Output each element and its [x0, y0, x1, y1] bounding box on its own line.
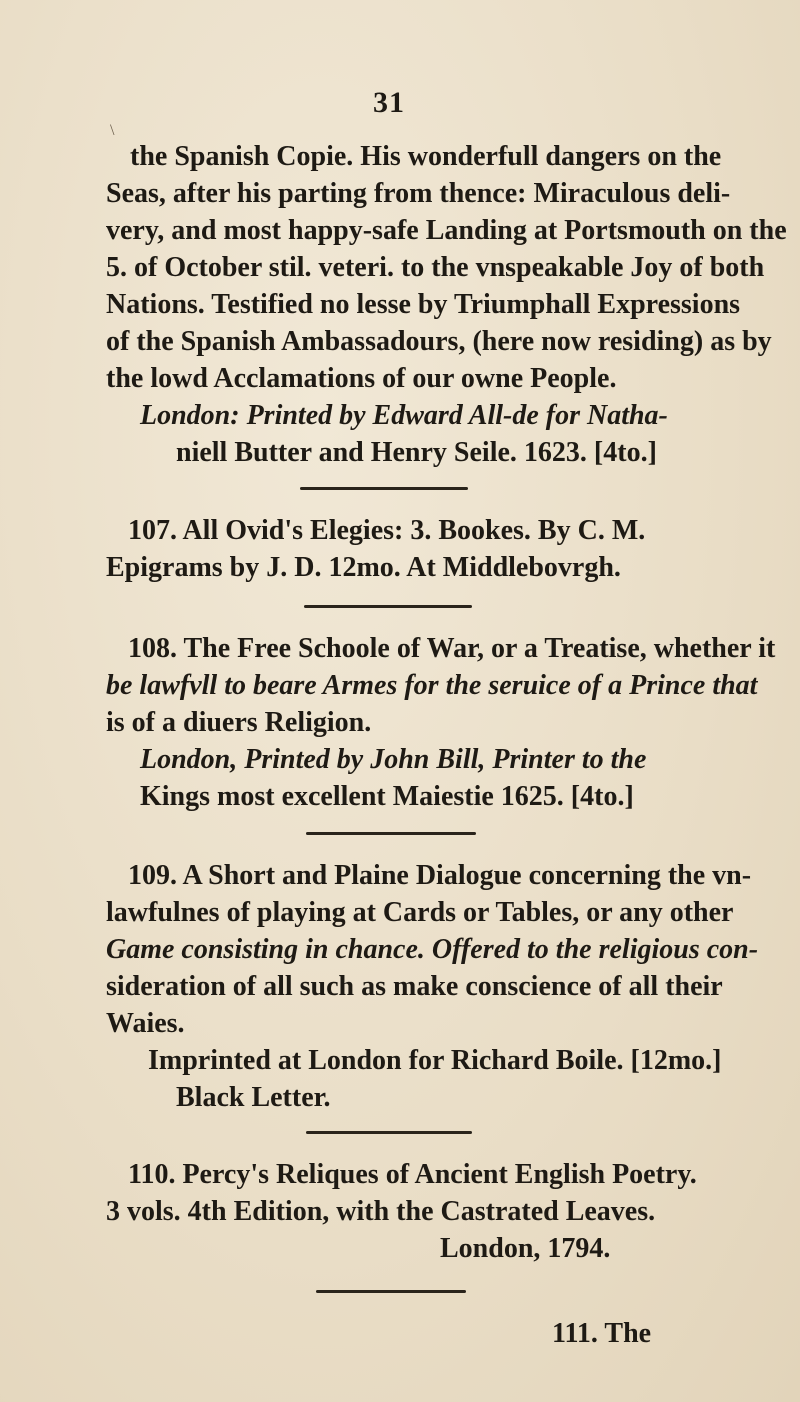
- entry-108-line: 108. The Free Schoole of War, or a Treatise, whether it: [128, 633, 776, 664]
- section-divider: [316, 1290, 466, 1293]
- entry-110-imprint-line: London, 1794.: [440, 1233, 611, 1264]
- entry-109-line: sideration of all such as make conscience of all their: [106, 971, 723, 1002]
- entry-106-line: very, and most happy-safe Landing at Portsmouth on the: [106, 215, 787, 246]
- entry-111-start: 111. The: [552, 1318, 652, 1349]
- entry-106-line: the lowd Acclamations of our owne People.: [106, 363, 617, 394]
- page-number: 31: [373, 86, 405, 119]
- entry-109-line: lawfulnes of playing at Cards or Tables, or any other: [106, 897, 734, 928]
- entry-106-line: Nations. Testified no lesse by Triumphall Expressions: [106, 289, 741, 320]
- entry-109-line: 109. A Short and Plaine Dialogue concerning the vn-: [128, 860, 752, 891]
- entry-106-line: Seas, after his parting from thence: Miraculous deli-: [106, 178, 731, 209]
- entry-108-line: be lawfvll to beare Armes for the seruice of a Prince that: [106, 670, 758, 701]
- entry-106-imprint-line: London: Printed by Edward All-de for Natha-: [140, 400, 668, 431]
- entry-109-line: Waies.: [106, 1008, 185, 1039]
- entry-109-imprint-line: Imprinted at London for Richard Boile. [12mo.]: [148, 1045, 722, 1076]
- entry-109-imprint-line: Black Letter.: [176, 1082, 331, 1113]
- entry-106-line: 5. of October stil. veteri. to the vnspeakable Joy of both: [106, 252, 765, 283]
- entry-108-imprint-line: London, Printed by John Bill, Printer to the: [140, 744, 647, 775]
- section-divider: [300, 487, 468, 490]
- entry-108-imprint-line: Kings most excellent Maiestie 1625. [4to.]: [140, 781, 634, 812]
- entry-107-line: 107. All Ovid's Elegies: 3. Bookes. By C. M.: [128, 515, 646, 546]
- section-divider: [306, 1131, 472, 1134]
- section-divider: [306, 832, 476, 835]
- entry-109-line: Game consisting in chance. Offered to the religious con-: [106, 934, 759, 965]
- margin-mark: \: [110, 122, 115, 139]
- entry-106-imprint-line: niell Butter and Henry Seile. 1623. [4to.]: [176, 437, 657, 468]
- section-divider: [304, 605, 472, 608]
- entry-110-line: 110. Percy's Reliques of Ancient English Poetry.: [128, 1159, 697, 1190]
- entry-106-line: of the Spanish Ambassadours, (here now residing) as by: [106, 326, 772, 357]
- entry-107-line: Epigrams by J. D. 12mo. At Middlebovrgh.: [106, 552, 621, 583]
- entry-108-line: is of a diuers Religion.: [106, 707, 372, 738]
- entry-110-line: 3 vols. 4th Edition, with the Castrated Leaves.: [106, 1196, 656, 1227]
- entry-106-line: the Spanish Copie. His wonderfull dangers on the: [130, 141, 722, 172]
